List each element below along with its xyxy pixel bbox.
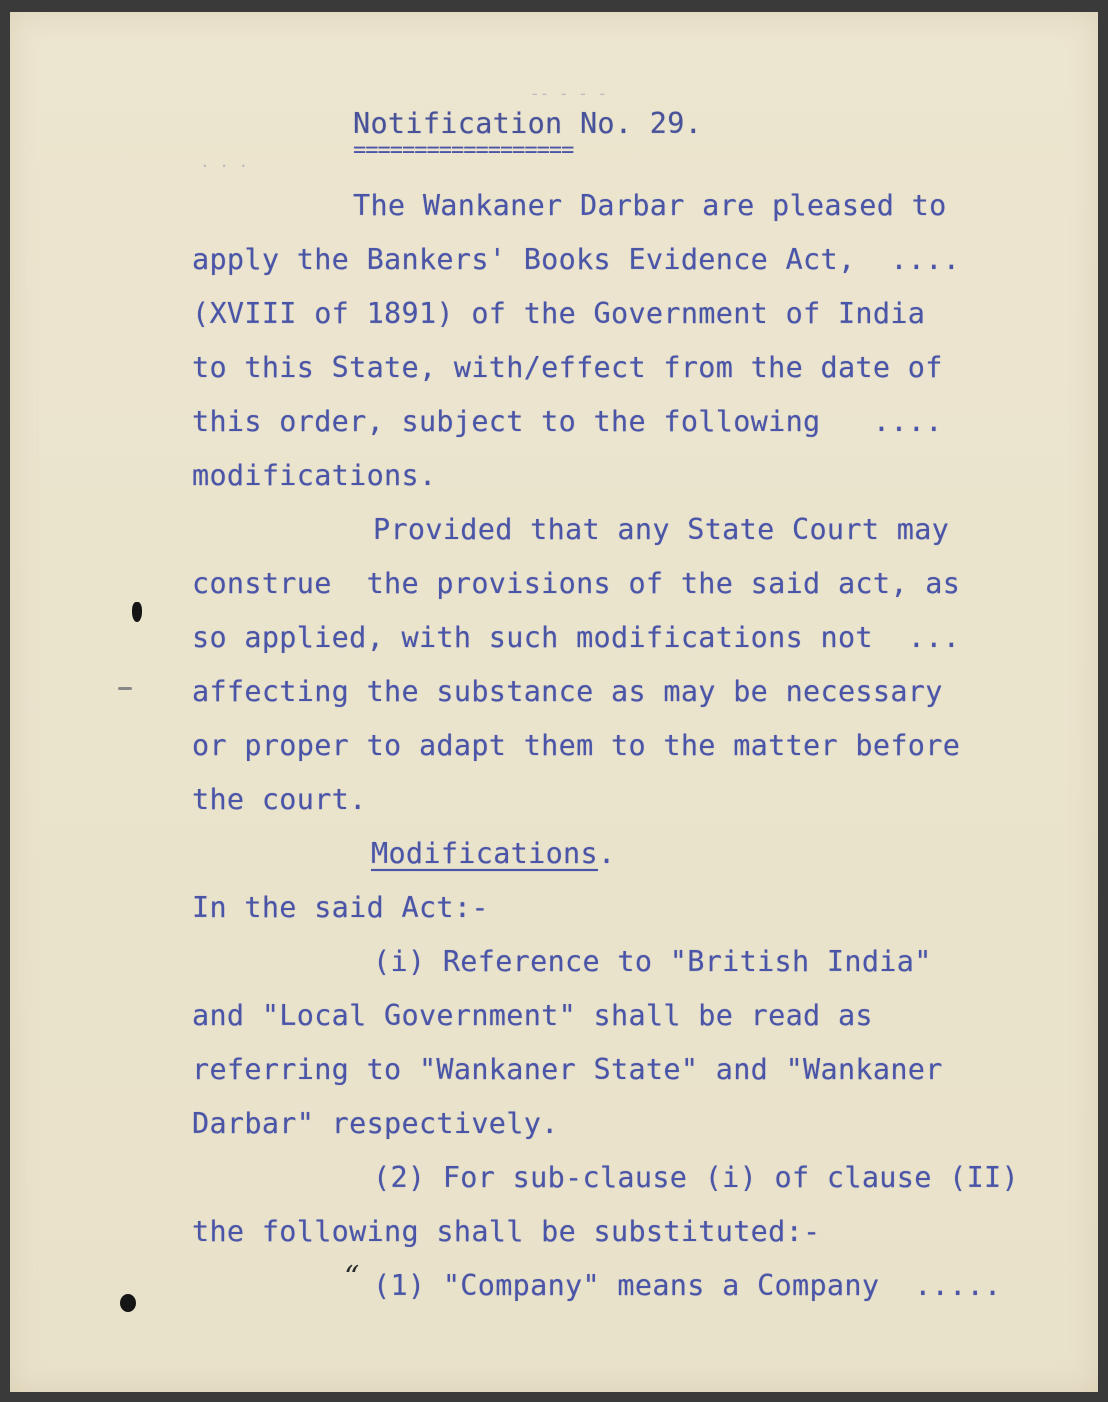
para1-line-2: apply the Bankers' Books Evidence Act, .... xyxy=(192,243,961,276)
clause3-line-1: (1) "Company" means a Company ..... xyxy=(373,1269,1002,1302)
handwritten-quote-mark: “ xyxy=(344,1260,360,1295)
para1-line-1: The Wankaner Darbar are pleased to xyxy=(353,189,947,222)
intro-line: In the said Act:- xyxy=(192,891,489,924)
modifications-heading-period: . xyxy=(597,837,616,870)
para1-line-6: modifications. xyxy=(192,459,437,492)
clause1-line-1: (i) Reference to "British India" xyxy=(373,945,932,978)
document-page xyxy=(10,12,1098,1392)
clause2-line-1: (2) For sub-clause (i) of clause (II) xyxy=(373,1161,1019,1194)
para2-line-4: affecting the substance as may be necessary xyxy=(192,675,943,708)
clause1-line-2: and "Local Government" shall be read as xyxy=(192,999,873,1032)
modifications-heading xyxy=(371,837,616,870)
clause1-line-4: Darbar" respectively. xyxy=(192,1107,559,1140)
para1-line-5: this order, subject to the following .... xyxy=(192,405,943,438)
para1-line-4: to this State, with/effect from the date of xyxy=(192,351,943,384)
notification-title: Notification No. 29. xyxy=(353,107,703,140)
top-faint-marks: -- - - - xyxy=(530,84,608,103)
clause1-line-3: referring to "Wankaner State" and "Wankaner xyxy=(192,1053,943,1086)
para2-line-3: so applied, with such modifications not ... xyxy=(192,621,961,654)
para2-line-6: the court. xyxy=(192,783,367,816)
para2-line-5: or proper to adapt them to the matter before xyxy=(192,729,961,762)
punch-hole-mark xyxy=(132,602,142,622)
punch-hole-bottom xyxy=(120,1294,136,1312)
para1-line-3: (XVIII of 1891) of the Government of India xyxy=(192,297,926,330)
modifications-heading-text: Modifications xyxy=(371,837,598,870)
para2-line-1: Provided that any State Court may xyxy=(373,513,950,546)
clause2-line-2: the following shall be substituted:- xyxy=(192,1215,821,1248)
title-double-underline: ================== xyxy=(353,138,574,163)
margin-smudge xyxy=(118,687,132,690)
margin-dots: . . . xyxy=(200,152,249,171)
para2-line-2: construe the provisions of the said act, as xyxy=(192,567,961,600)
